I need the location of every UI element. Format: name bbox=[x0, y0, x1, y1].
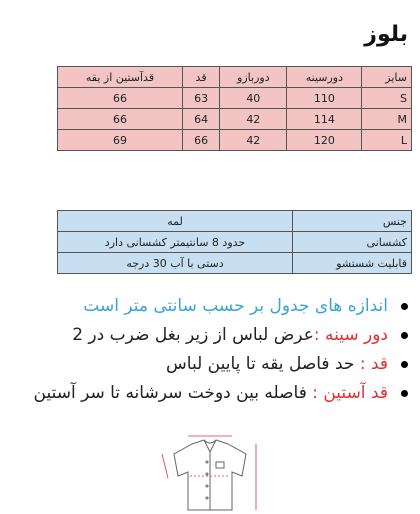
list-item bbox=[8, 379, 408, 408]
bullet-icon bbox=[401, 332, 408, 339]
spec-label: کشسانی bbox=[293, 232, 412, 253]
spec-value: دستی با آب 30 درجه bbox=[58, 253, 293, 274]
page-title: بلوز bbox=[364, 22, 408, 47]
note-units: اندازه های جدول بر حسب سانتی متر است bbox=[83, 296, 388, 316]
header-length: قد bbox=[182, 67, 219, 88]
size-table-header bbox=[58, 67, 412, 88]
header-arm: دوربازو bbox=[220, 67, 287, 88]
table-row bbox=[58, 88, 412, 109]
cell: 40 bbox=[220, 88, 287, 109]
notes-list bbox=[8, 292, 408, 408]
cell: 42 bbox=[220, 130, 287, 151]
list-item bbox=[8, 321, 408, 350]
cell: 69 bbox=[58, 130, 183, 151]
cell: 120 bbox=[287, 130, 362, 151]
cell: M bbox=[362, 109, 412, 130]
list-item bbox=[8, 292, 408, 321]
spec-value: حدود 8 سانتیمتر کشسانی دارد bbox=[58, 232, 293, 253]
bullet-icon bbox=[401, 303, 408, 310]
header-chest: دورسینه bbox=[287, 67, 362, 88]
note-sleeve-text: فاصله بین دوخت سرشانه تا سر آستین bbox=[33, 383, 313, 403]
list-item bbox=[8, 350, 408, 379]
spec-label: قابلیت شستشو bbox=[293, 253, 412, 274]
note-chest-text: عرض لباس از زیر بغل ضرب در 2 bbox=[72, 325, 314, 345]
cell: L bbox=[362, 130, 412, 151]
cell: 63 bbox=[182, 88, 219, 109]
cell: 66 bbox=[58, 109, 183, 130]
cell: S bbox=[362, 88, 412, 109]
header-size: سایز bbox=[362, 67, 412, 88]
table-row bbox=[58, 211, 412, 232]
cell: 66 bbox=[58, 88, 183, 109]
size-table bbox=[57, 66, 412, 151]
bullet-icon bbox=[401, 361, 408, 368]
table-row bbox=[58, 130, 412, 151]
cell: 66 bbox=[182, 130, 219, 151]
table-row bbox=[58, 109, 412, 130]
header-sleeve: قدآستین از یقه bbox=[58, 67, 183, 88]
cell: 114 bbox=[287, 109, 362, 130]
spec-label: جنس bbox=[293, 211, 412, 232]
note-length-label: قد : bbox=[359, 354, 388, 374]
cell: 64 bbox=[182, 109, 219, 130]
bullet-icon bbox=[401, 390, 408, 397]
shirt-measurement-diagram-icon bbox=[152, 432, 268, 514]
spec-value: لمه bbox=[58, 211, 293, 232]
cell: 110 bbox=[287, 88, 362, 109]
table-row bbox=[58, 232, 412, 253]
note-sleeve-label: قد آستین : bbox=[312, 383, 388, 403]
cell: 42 bbox=[220, 109, 287, 130]
table-row bbox=[58, 253, 412, 274]
note-chest-label: دور سینه : bbox=[313, 325, 388, 345]
note-length-text: حد فاصل یقه تا پایین لباس bbox=[166, 354, 360, 374]
spec-table bbox=[57, 210, 412, 274]
